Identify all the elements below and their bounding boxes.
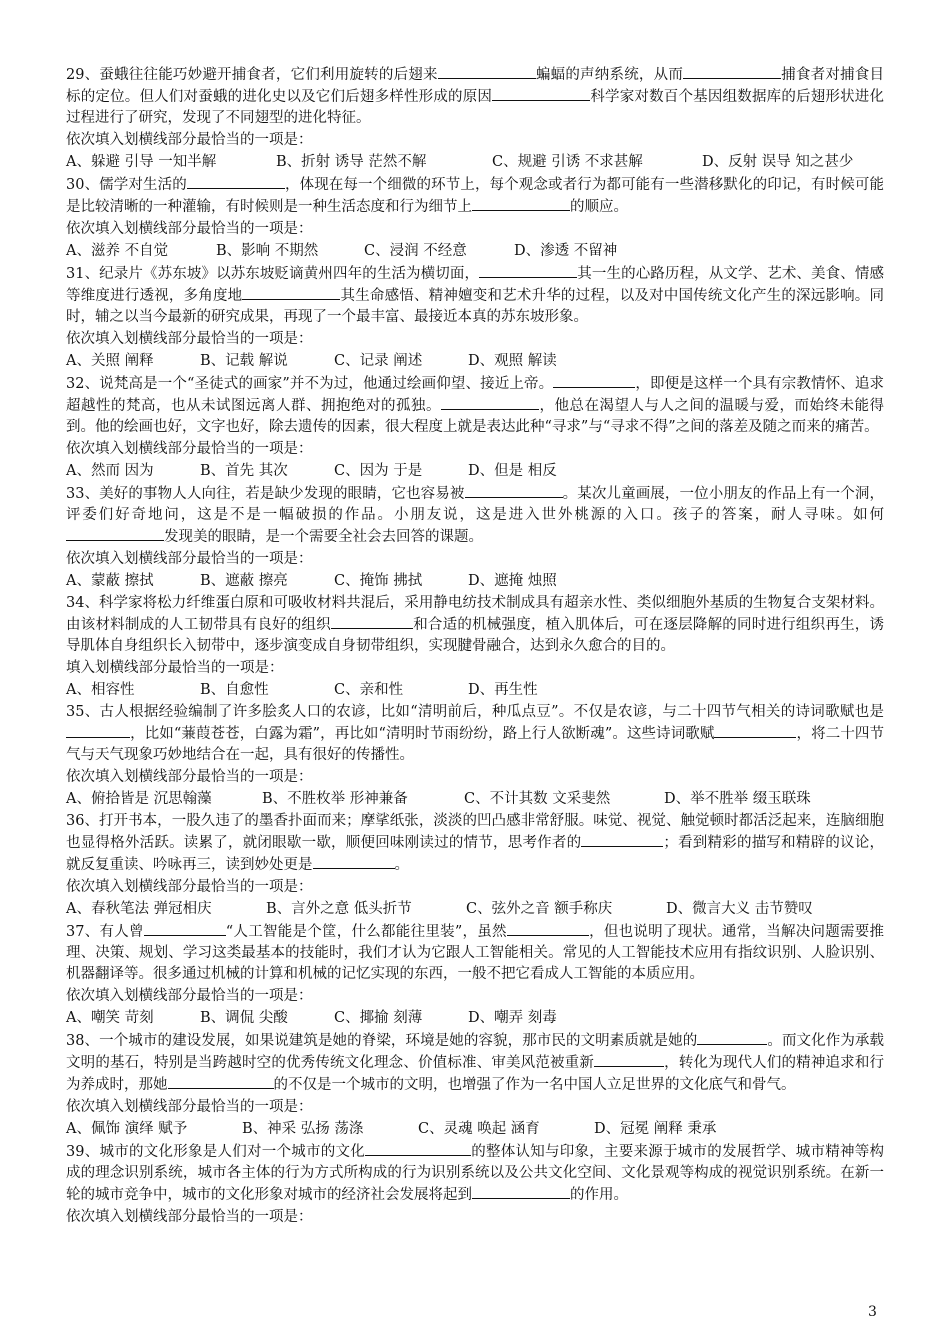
- answer-blank: [187, 174, 285, 189]
- question-38: [66, 1030, 884, 1140]
- question-prompt: 依次填入划横线部分最恰当的一项是：: [66, 879, 313, 895]
- option-a: A、嘲笑 苛刻: [66, 1010, 154, 1026]
- answer-blank: [441, 395, 539, 410]
- stem-text: 的不仅是一个城市的文明，也增强了作为一名中国人立足世界的文化底气和骨气。: [273, 1077, 796, 1093]
- option-a: A、然而 因为: [66, 463, 154, 479]
- stem-text: 其一生的心路历程，从文学、艺术、美食、情感等维度进行透视，多角度地: [66, 266, 885, 304]
- answer-blank: [242, 285, 340, 300]
- stem-text: 。某次儿童画展，一位小朋友的作品上有一个洞，评委们好奇地问，这是不是一幅破损的作品。小朋友说，这是进入世外桃源的入口。孩子的答案，耐人寻味。如何: [66, 486, 885, 523]
- stem-text: “人工智能是个筐，什么都能往里装”，虽然: [225, 924, 507, 940]
- option-a: A、佩饰 演绎 赋予: [66, 1121, 188, 1137]
- stem-text: 的整体认知与印象，主要来源于城市的发展哲学、城市精神等构成的理念识别系统，城市各主体的行为方式所构成的行为识别系统以及公共文化空间、文化景观等构成的视觉识别系统。在新一轮的城市竞争中，城市的文化形象对城市的经济社会发展将起到: [66, 1144, 884, 1203]
- stem-text: ，即便是这样一个具有宗教情怀、追求超越性的梵高，也从未试图远离人群、拥抱绝对的孤独。: [66, 376, 885, 414]
- option-c: C、浸润 不经意: [364, 243, 467, 259]
- answer-blank: [581, 832, 663, 847]
- question-prompt: 填入划横线部分最恰当的一项是：: [66, 660, 284, 676]
- option-b: B、不胜枚举 形神兼备: [262, 791, 408, 807]
- answer-blank: [168, 1074, 274, 1089]
- question-33: [66, 483, 884, 592]
- question-30: [66, 174, 884, 262]
- question-prompt: 依次填入划横线部分最恰当的一项是：: [66, 1099, 313, 1115]
- answer-blank: [683, 64, 781, 79]
- option-b: B、遮蔽 擦亮: [200, 573, 288, 589]
- answer-blank: [714, 723, 796, 738]
- stem-text: ，比如“蒹葭苍苍，白露为霜”，再比如“清明时节雨纷纷，路上行人欲断魂”。这些诗词歌赋: [130, 726, 715, 742]
- option-a: A、蒙蔽 擦拭: [66, 573, 154, 589]
- option-row: [66, 351, 884, 372]
- question-29: [66, 64, 884, 173]
- option-c: C、亲和性: [334, 682, 404, 698]
- answer-blank: [472, 196, 570, 211]
- option-a: A、躲避 引导 一知半解: [66, 154, 217, 170]
- question-36: [66, 811, 884, 920]
- option-row: [66, 152, 884, 173]
- question-prompt: 依次填入划横线部分最恰当的一项是：: [66, 1209, 313, 1225]
- option-row: [66, 680, 884, 701]
- stem-text: 科学家对数百个基因组数据库的后翅形状进化过程进行了研究，发现了不同翅型的进化特征。: [66, 89, 885, 126]
- question-prompt: 依次填入划横线部分最恰当的一项是：: [66, 441, 313, 457]
- option-d: D、反射 误导 知之甚少: [702, 154, 854, 170]
- stem-text: 37、有人曾: [66, 924, 144, 940]
- answer-blank: [507, 921, 589, 936]
- stem-text: 蝙蝠的声纳系统，从而: [535, 67, 684, 83]
- option-c: C、规避 引诱 不求甚解: [492, 154, 643, 170]
- stem-text: 36、打开书本，一股久违了的墨香扑面而来；摩挲纸张，淡淡的凹凸感非常舒服。味觉、视觉、触觉顿时都活泛起来，连脑细胞也显得格外活跃。读累了，就闭眼歇一歇，顺便回味刚读过的情节，思考作者的: [66, 813, 884, 851]
- option-d: D、再生性: [468, 682, 538, 698]
- answer-blank: [365, 1141, 471, 1156]
- option-b: B、影响 不期然: [216, 243, 319, 259]
- option-d: D、渗透 不留神: [514, 243, 618, 259]
- stem-text: ，体现在每一个细微的环节上，每个观念或者行为都可能有一些潜移默化的印记，有时候可能是比较清晰的一种灌输，有时候则是一种生活态度和行为细节上: [66, 177, 884, 215]
- option-a: A、关照 阐释: [66, 353, 154, 369]
- stem-text: ，将二十四节气与天气现象巧妙地结合在一起，具有很好的传播性。: [66, 726, 885, 763]
- answer-blank: [553, 373, 635, 388]
- question-stem: [66, 1030, 884, 1096]
- option-a: A、俯拾皆是 沉思翰藻: [66, 791, 212, 807]
- answer-blank: [144, 921, 226, 936]
- question-prompt: 依次填入划横线部分最恰当的一项是：: [66, 221, 313, 237]
- option-row: [66, 241, 884, 262]
- option-d: D、举不胜举 缀玉联珠: [664, 791, 811, 807]
- stem-text: 和合适的机械强度，植入肌体后，可在逐层降解的同时进行组织再生，诱导肌体自身组织长入韧带中，逐步演变成自身韧带组织，实现腱骨融合，达到永久愈合的目的。: [66, 617, 885, 654]
- question-stem: [66, 702, 884, 766]
- stem-text: 34、科学家将松力纤维蛋白原和可吸收材料共混后，采用静电纺技术制成具有超亲水性、类似细胞外基质的生物复合支架材料。由该材料制成的人工韧带具有良好的组织: [66, 595, 884, 633]
- stem-text: ，转化为现代人们的精神追求和行为养成时，那她: [66, 1055, 884, 1093]
- answer-blank: [594, 1052, 664, 1067]
- question-prompt: 依次填入划横线部分最恰当的一项是：: [66, 331, 313, 347]
- option-c: C、揶揄 刻薄: [334, 1010, 423, 1026]
- stem-text: 其生命感悟、精神嬗变和艺术升华的过程，以及对中国传统文化产生的深远影响。同时，辅之以当今最新的研究成果，再现了一个最丰富、最接近本真的苏东坡形象。: [66, 288, 884, 325]
- option-d: D、嘲弄 刻毒: [468, 1010, 557, 1026]
- option-row: [66, 1119, 884, 1140]
- stem-text: ，他总在渴望人与人之间的温暖与爱，而始终未能得到。他的绘画也好，文字也好，除去遗传的因素，很大程度上就是表达此种“寻求”与“寻求不得”之间的落差及随之而来的痛苦。: [66, 398, 884, 435]
- question-stem: [66, 811, 884, 876]
- stem-text: 33、美好的事物人人向往，若是缺少发现的眼睛，它也容易被: [66, 486, 465, 502]
- answer-blank: [479, 263, 577, 278]
- option-a: A、相容性: [66, 682, 135, 698]
- answer-blank: [472, 1184, 570, 1199]
- option-c: C、记录 阐述: [334, 353, 423, 369]
- stem-text: 32、说梵高是一个“圣徒式的画家”并不为过，他通过绘画仰望、接近上帝。: [66, 376, 554, 392]
- stem-text: ；看到精彩的描写和精辟的议论，就反复重读、吟咏再三，读到妙处更是: [66, 835, 885, 873]
- option-row: [66, 571, 884, 592]
- question-37: [66, 921, 884, 1029]
- answer-blank: [492, 86, 590, 101]
- answer-blank: [465, 483, 563, 498]
- stem-text: 。: [394, 857, 409, 873]
- question-34: [66, 593, 884, 701]
- option-b: B、言外之意 低头折节: [266, 901, 412, 917]
- stem-text: 31、纪录片《苏东坡》以苏东坡贬谪黄州四年的生活为横切面，: [66, 266, 480, 282]
- option-row: [66, 899, 884, 920]
- option-row: [66, 789, 884, 810]
- stem-text: ，但也说明了现状。通常，当解决问题需要推理、决策、规划、学习这类最基本的技能时，我们才认为它跟人工智能相关。常见的人工智能技术应用有指纹识别、人脸识别、机器翻译等。很多通过机械的计算和机械的记忆实现的东西，一般不把它看成人工智能的本质应用。: [66, 924, 885, 982]
- option-d: D、观照 解读: [468, 353, 557, 369]
- stem-text: 的顺应。: [570, 199, 628, 215]
- exam-page: [66, 64, 884, 1228]
- question-31: [66, 263, 884, 372]
- option-c: C、因为 于是: [334, 463, 423, 479]
- option-d: D、微言大义 击节赞叹: [666, 901, 813, 917]
- answer-blank: [438, 64, 536, 79]
- question-stem: [66, 921, 884, 985]
- stem-text: 30、儒学对生活的: [66, 177, 187, 193]
- option-c: C、灵魂 唤起 涵育: [418, 1121, 540, 1137]
- question-prompt: 依次填入划横线部分最恰当的一项是：: [66, 551, 313, 567]
- answer-blank: [66, 723, 130, 738]
- question-stem: [66, 1141, 884, 1206]
- option-d: D、冠冕 阐释 秉承: [594, 1121, 717, 1137]
- stem-text: 38、一个城市的建设发展，如果说建筑是她的脊梁，环境是她的容貌，那市民的文明素质就是她的: [66, 1033, 698, 1049]
- option-a: A、滋养 不自觉: [66, 243, 169, 259]
- answer-blank: [331, 614, 413, 629]
- option-row: [66, 1008, 884, 1029]
- question-39: [66, 1141, 884, 1228]
- stem-text: 发现美的眼睛，是一个需要全社会去回答的课题。: [164, 529, 483, 545]
- option-d: D、遮掩 烛照: [468, 573, 557, 589]
- question-stem: [66, 263, 884, 328]
- option-b: B、调侃 尖酸: [200, 1010, 288, 1026]
- answer-blank: [66, 526, 164, 541]
- stem-text: 的作用。: [570, 1187, 628, 1203]
- stem-text: 35、古人根据经验编制了许多脍炙人口的农谚，比如“清明前后，种瓜点豆”。不仅是农谚，与二十四节气相关的诗词歌赋也是: [66, 704, 884, 720]
- question-35: [66, 702, 884, 810]
- option-b: B、折射 诱导 茫然不解: [276, 154, 427, 170]
- option-a: A、春秋笔法 弹冠相庆: [66, 901, 212, 917]
- question-stem: [66, 593, 884, 657]
- option-c: C、不计其数 文采斐然: [464, 791, 611, 807]
- option-b: B、记载 解说: [200, 353, 288, 369]
- option-b: B、神采 弘扬 荡涤: [242, 1121, 364, 1137]
- answer-blank: [697, 1030, 767, 1045]
- stem-text: 捕食者对捕食目标的定位。但人们对蚕蛾的进化史以及它们后翅多样性形成的原因: [66, 67, 885, 105]
- question-prompt: 依次填入划横线部分最恰当的一项是：: [66, 988, 313, 1004]
- option-b: B、首先 其次: [200, 463, 288, 479]
- option-b: B、自愈性: [200, 682, 269, 698]
- question-stem: [66, 174, 884, 218]
- stem-text: 39、城市的文化形象是人们对一个城市的文化: [66, 1144, 365, 1160]
- page-number: 3: [868, 1304, 877, 1320]
- question-prompt: 依次填入划横线部分最恰当的一项是：: [66, 769, 313, 785]
- question-32: [66, 373, 884, 482]
- stem-text: 29、蚕蛾往往能巧妙避开捕食者，它们利用旋转的后翅来: [66, 67, 438, 83]
- question-stem: [66, 483, 884, 548]
- answer-blank: [313, 854, 395, 869]
- option-c: C、掩饰 拂拭: [334, 573, 423, 589]
- option-d: D、但是 相反: [468, 463, 557, 479]
- option-c: C、弦外之音 额手称庆: [466, 901, 613, 917]
- stem-text: 。而文化作为承载文明的基石，特别是当跨越时空的优秀传统文化理念、价值标准、审美风范被重新: [66, 1033, 884, 1071]
- question-stem: [66, 64, 884, 129]
- question-stem: [66, 373, 884, 438]
- option-row: [66, 461, 884, 482]
- question-prompt: 依次填入划横线部分最恰当的一项是：: [66, 132, 313, 148]
